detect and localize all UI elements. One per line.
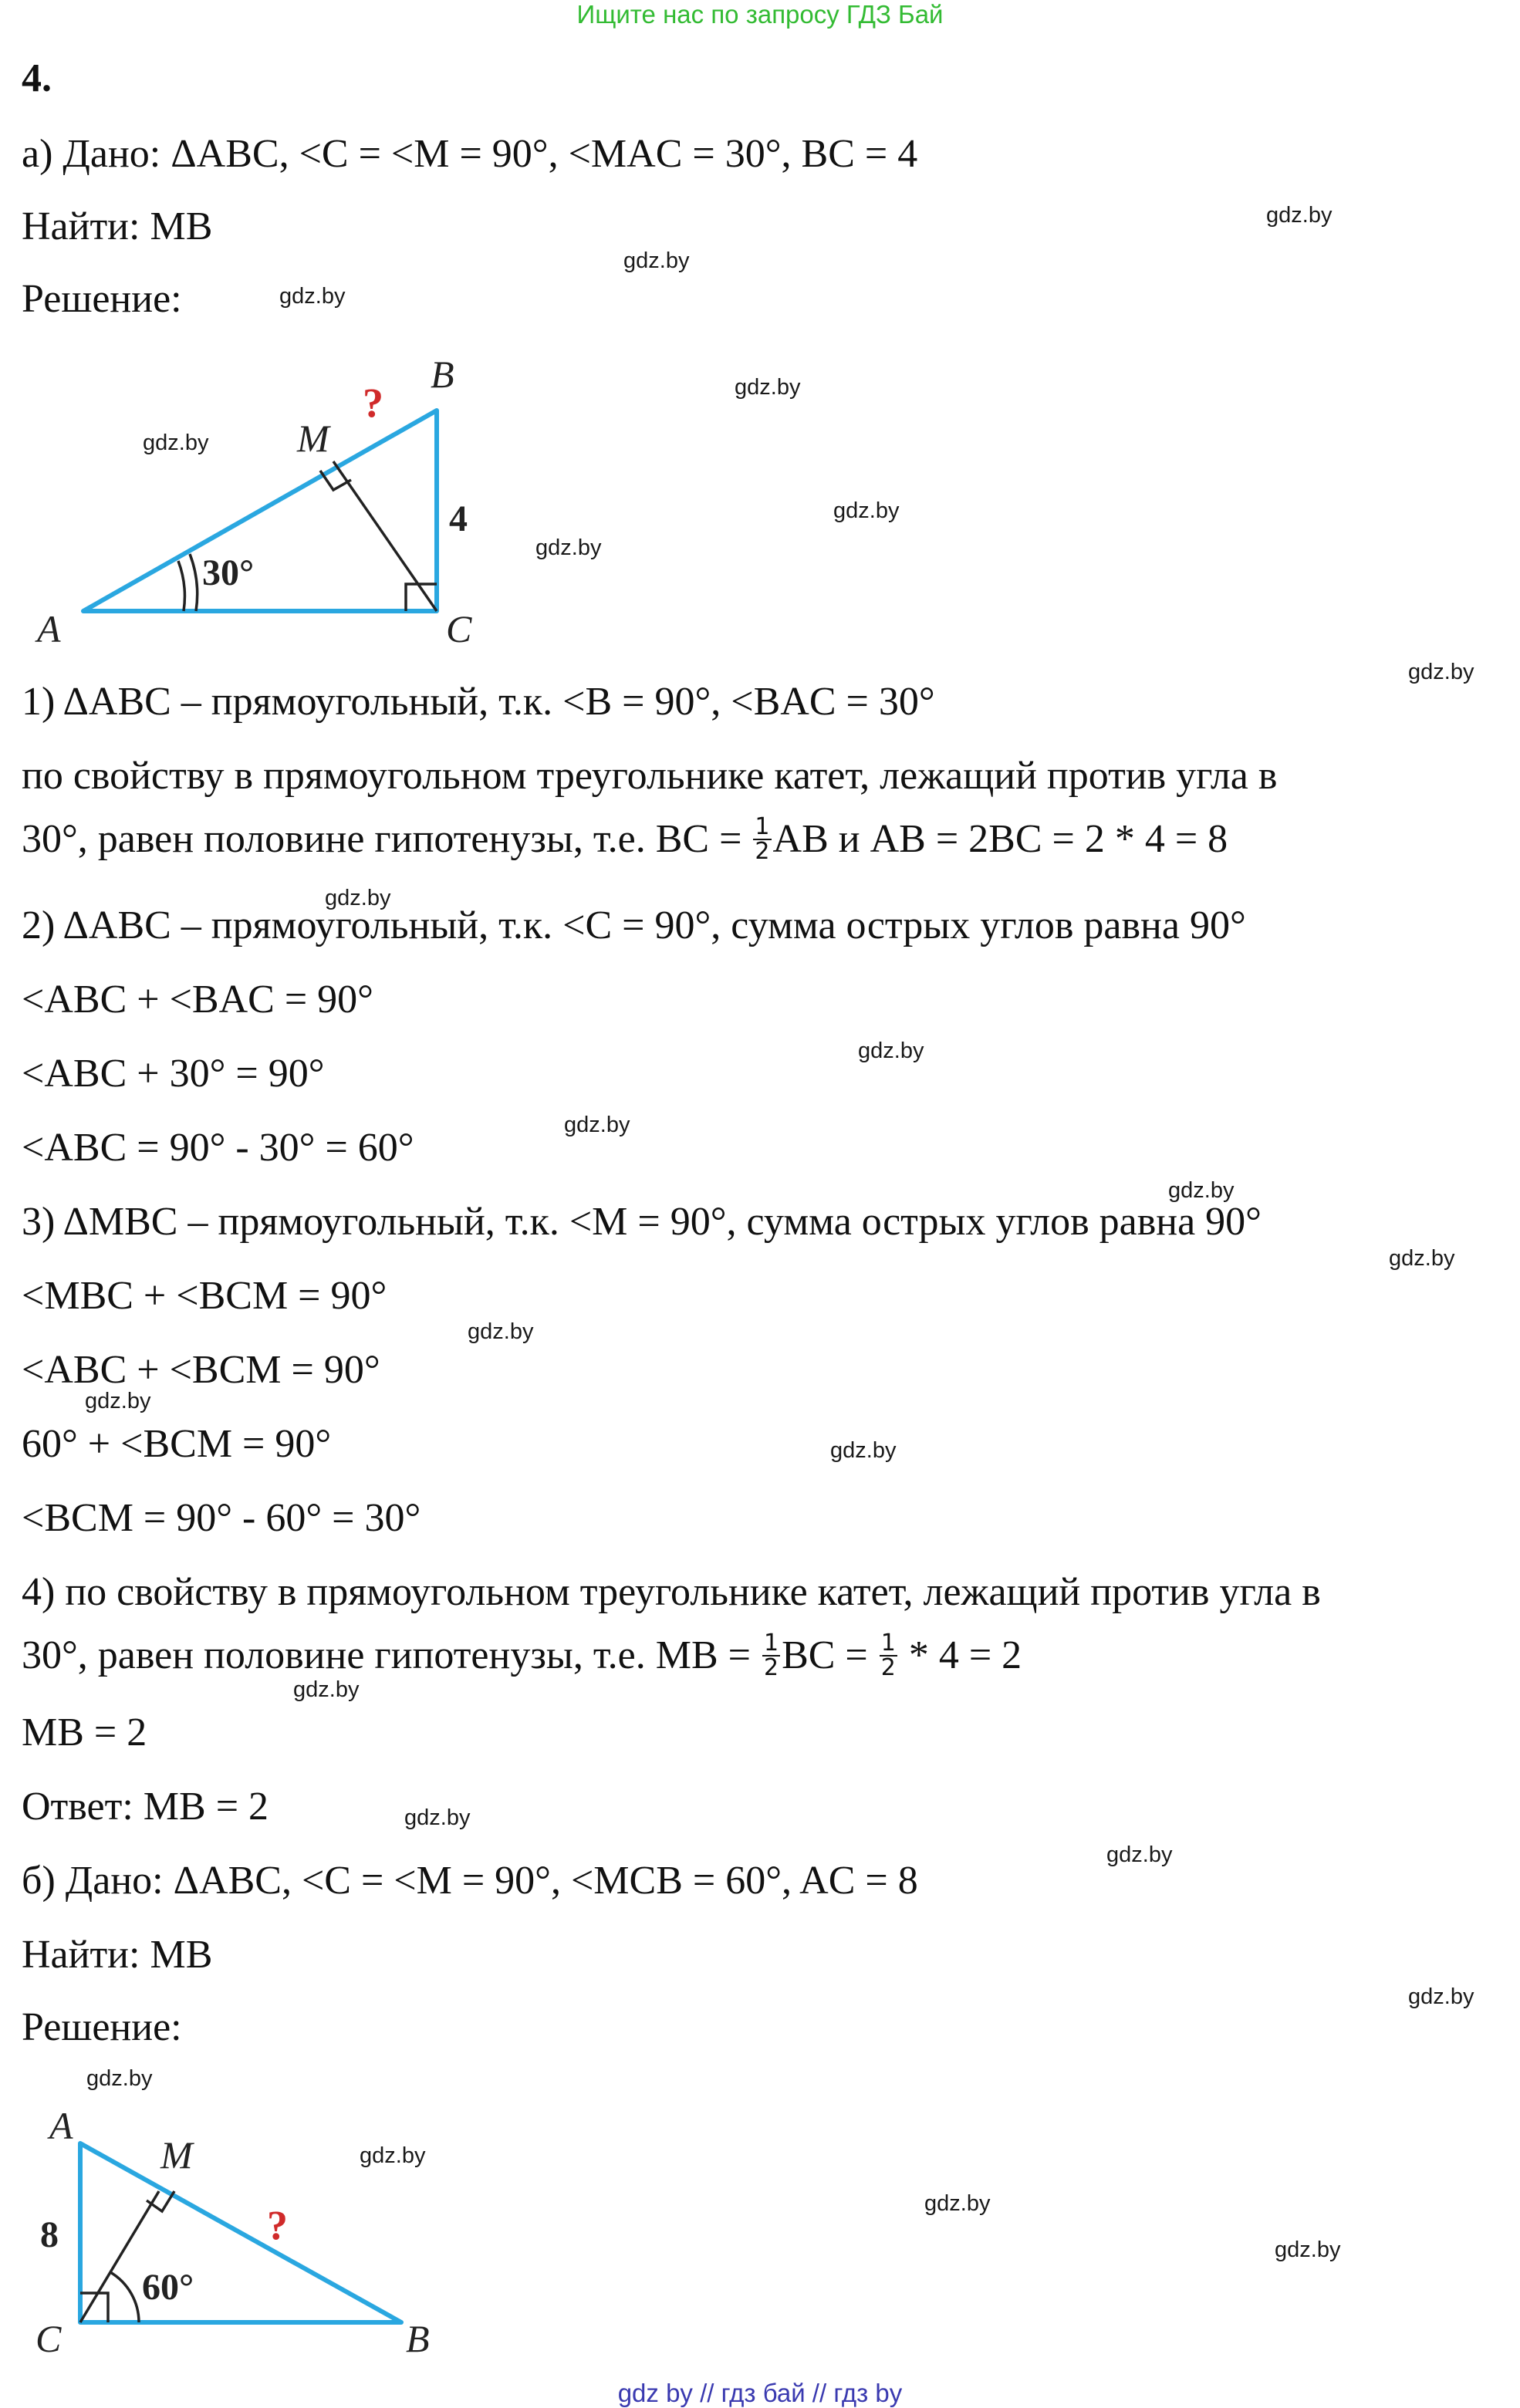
watermark: gdz.by xyxy=(1266,203,1333,228)
watermark: gdz.by xyxy=(468,1319,534,1344)
watermark: gdz.by xyxy=(623,248,690,273)
part-a-solution-label: Решение: xyxy=(22,277,182,321)
triangle-figure-a xyxy=(0,332,540,664)
step4-line2-pre: 30°, равен половине гипотенузы, т.е. MB = xyxy=(22,1633,761,1677)
watermark: gdz.by xyxy=(360,2143,426,2168)
step3-line5: <BCM = 90° - 60° = 30° xyxy=(22,1496,421,1540)
watermark: gdz.by xyxy=(564,1113,630,1137)
vertex-c-label: C xyxy=(446,607,472,650)
vertex-m-label: M xyxy=(160,2133,193,2177)
step2-line1: 2) ΔABC – прямоугольный, т.к. <C = 90°, сумма острых углов равна 90° xyxy=(22,903,1246,947)
half-fraction xyxy=(762,1632,780,1680)
step1-line2: по свойству в прямоугольном треугольнике катет, лежащий против угла в xyxy=(22,754,1278,798)
watermark: gdz.by xyxy=(279,284,346,309)
watermark: gdz.by xyxy=(535,535,602,560)
vertex-b-label: B xyxy=(406,2317,430,2360)
watermark: gdz.by xyxy=(1408,1984,1474,2009)
watermark: gdz.by xyxy=(404,1805,471,1830)
watermark: gdz.by xyxy=(86,2066,153,2091)
watermark: gdz.by xyxy=(735,375,801,400)
vertex-c-label: C xyxy=(35,2317,62,2360)
part-a-given: а) Дано: ΔABC, <C = <M = 90°, <MAC = 30°, BC = 4 xyxy=(22,132,918,176)
watermark: gdz.by xyxy=(1389,1246,1455,1271)
step4-line1: 4) по свойству в прямоугольном треугольнике катет, лежащий против угла в xyxy=(22,1570,1321,1614)
half-fraction xyxy=(753,813,771,866)
step4-line2-mid: BC = xyxy=(782,1633,878,1677)
step3-line2: <MBC + <BCM = 90° xyxy=(22,1274,387,1318)
angle-c-label: 60° xyxy=(142,2267,194,2308)
answer-line: Ответ: MB = 2 xyxy=(22,1785,269,1829)
watermark: gdz.by xyxy=(1106,1842,1173,1867)
side-bc-label: 4 xyxy=(449,498,468,539)
half-fraction xyxy=(880,1632,897,1680)
watermark: gdz.by xyxy=(833,498,900,523)
step1-line3 xyxy=(22,813,1228,866)
vertex-m-label: M xyxy=(297,417,329,460)
step2-line3: <ABC + 30° = 90° xyxy=(22,1052,325,1096)
footer-links: gdz by // гдз бай // гдз by xyxy=(617,2379,903,2407)
watermark: gdz.by xyxy=(143,431,209,455)
step3-line4: 60° + <BCM = 90° xyxy=(22,1422,332,1466)
watermark: gdz.by xyxy=(830,1438,897,1463)
step3-line3: <ABC + <BCM = 90° xyxy=(22,1348,380,1392)
question-mark: ? xyxy=(267,2202,288,2248)
watermark: gdz.by xyxy=(1168,1178,1235,1203)
watermark: gdz.by xyxy=(325,886,391,910)
step1-line1: 1) ΔABC – прямоугольный, т.к. <B = 90°, <BAC = 30° xyxy=(22,680,935,724)
step3-line1: 3) ΔMBC – прямоугольный, т.к. <M = 90°, сумма острых углов равна 90° xyxy=(22,1200,1262,1244)
watermark: gdz.by xyxy=(924,2191,991,2216)
step4-line2 xyxy=(22,1630,1022,1683)
vertex-a-label: A xyxy=(49,2104,73,2147)
part-b-solution-label: Решение: xyxy=(22,2005,182,2049)
fraction-denominator: 2 xyxy=(880,1654,896,1682)
watermark: gdz.by xyxy=(858,1039,924,1063)
fraction-numerator: 1 xyxy=(880,1630,896,1657)
part-a-find: Найти: MB xyxy=(22,204,213,248)
watermark: gdz.by xyxy=(1408,660,1474,684)
vertex-b-label: B xyxy=(431,353,454,396)
triangle-figure-b xyxy=(0,2075,478,2369)
part-b-find: Найти: MB xyxy=(22,1933,213,1977)
fraction-denominator: 2 xyxy=(763,1654,779,1682)
fraction-numerator: 1 xyxy=(755,813,770,841)
part-b-given: б) Дано: ΔABC, <C = <M = 90°, <MCB = 60°, AC = 8 xyxy=(22,1859,918,1903)
step1-line3-pre: 30°, равен половине гипотенузы, т.е. BC = xyxy=(22,817,752,861)
task-number: 4. xyxy=(22,56,52,100)
result-line: MB = 2 xyxy=(22,1711,147,1754)
angle-a-label: 30° xyxy=(202,552,255,593)
fraction-numerator: 1 xyxy=(763,1630,779,1657)
top-banner: Ищите нас по запросу ГДЗ Бай xyxy=(576,0,944,29)
watermark: gdz.by xyxy=(1275,2237,1341,2262)
watermark: gdz.by xyxy=(85,1389,151,1413)
step4-line2-post: * 4 = 2 xyxy=(898,1633,1022,1677)
question-mark: ? xyxy=(363,380,383,426)
watermark: gdz.by xyxy=(293,1677,360,1702)
step1-line3-post: AB и AB = 2BC = 2 * 4 = 8 xyxy=(772,817,1228,861)
step2-line2: <ABC + <BAC = 90° xyxy=(22,978,373,1022)
vertex-a-label: A xyxy=(37,607,61,650)
step2-line4: <ABC = 90° - 30° = 60° xyxy=(22,1126,414,1170)
fraction-denominator: 2 xyxy=(755,838,770,866)
side-ac-label: 8 xyxy=(40,2214,59,2255)
